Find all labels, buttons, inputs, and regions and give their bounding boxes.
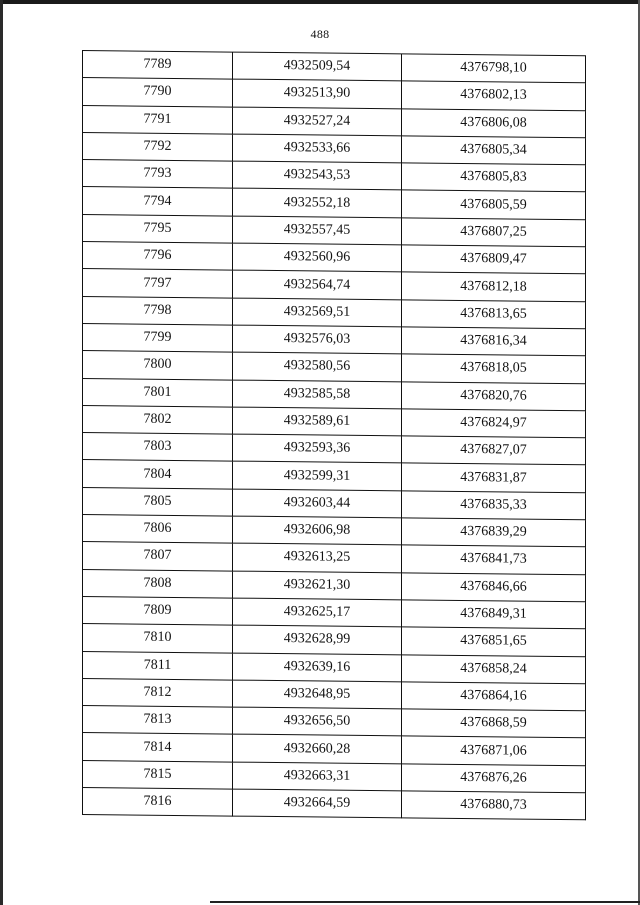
point-number-cell: 7814 (83, 733, 233, 762)
y-coordinate-cell: 4376868,59 (402, 709, 586, 738)
scan-edge-bottom (210, 901, 640, 903)
y-coordinate-cell: 4376820,76 (402, 381, 586, 410)
y-coordinate-cell: 4376806,08 (402, 108, 586, 137)
scan-edge-left (0, 0, 3, 905)
point-number-cell: 7794 (83, 187, 233, 216)
y-coordinate-cell: 4376846,66 (402, 572, 586, 601)
y-coordinate-cell: 4376864,16 (402, 682, 586, 711)
y-coordinate-cell: 4376813,65 (402, 300, 586, 329)
point-number-cell: 7801 (83, 378, 233, 407)
y-coordinate-cell: 4376805,83 (402, 163, 586, 192)
point-number-cell: 7812 (83, 678, 233, 707)
y-coordinate-cell: 4376812,18 (402, 272, 586, 301)
y-coordinate-cell: 4376831,87 (402, 463, 586, 492)
x-coordinate-cell: 4932656,50 (233, 707, 402, 736)
y-coordinate-cell: 4376809,47 (402, 245, 586, 274)
y-coordinate-cell: 4376876,26 (402, 764, 586, 793)
point-number-cell: 7792 (83, 132, 233, 161)
x-coordinate-cell: 4932527,24 (233, 107, 402, 136)
point-number-cell: 7813 (83, 706, 233, 735)
x-coordinate-cell: 4932576,03 (233, 325, 402, 354)
point-number-cell: 7797 (83, 269, 233, 298)
x-coordinate-cell: 4932613,25 (233, 543, 402, 572)
point-number-cell: 7811 (83, 651, 233, 680)
point-number-cell: 7791 (83, 105, 233, 134)
y-coordinate-cell: 4376816,34 (402, 327, 586, 356)
x-coordinate-cell: 4932580,56 (233, 352, 402, 381)
point-number-cell: 7807 (83, 542, 233, 571)
x-coordinate-cell: 4932599,31 (233, 462, 402, 491)
coordinates-table-body (83, 51, 586, 821)
x-coordinate-cell: 4932585,58 (233, 380, 402, 409)
scan-edge-top (0, 0, 640, 4)
point-number-cell: 7795 (83, 214, 233, 243)
x-coordinate-cell: 4932543,53 (233, 161, 402, 190)
y-coordinate-cell: 4376824,97 (402, 409, 586, 438)
x-coordinate-cell: 4932628,99 (233, 625, 402, 654)
point-number-cell: 7796 (83, 242, 233, 271)
x-coordinate-cell: 4932663,31 (233, 762, 402, 791)
point-number-cell: 7802 (83, 405, 233, 434)
page-number: 488 (310, 27, 330, 41)
point-number-cell: 7789 (83, 51, 233, 80)
y-coordinate-cell: 4376805,59 (402, 190, 586, 219)
y-coordinate-cell: 4376849,31 (402, 600, 586, 629)
y-coordinate-cell: 4376871,06 (402, 736, 586, 765)
y-coordinate-cell: 4376818,05 (402, 354, 586, 383)
x-coordinate-cell: 4932664,59 (233, 789, 402, 818)
point-number-cell: 7790 (83, 78, 233, 107)
coordinates-table-container (82, 50, 585, 821)
x-coordinate-cell: 4932593,36 (233, 434, 402, 463)
point-number-cell: 7809 (83, 596, 233, 625)
coordinates-table (82, 50, 586, 821)
y-coordinate-cell: 4376835,33 (402, 491, 586, 520)
y-coordinate-cell: 4376841,73 (402, 545, 586, 574)
y-coordinate-cell: 4376851,65 (402, 627, 586, 656)
y-coordinate-cell: 4376839,29 (402, 518, 586, 547)
point-number-cell: 7805 (83, 487, 233, 516)
x-coordinate-cell: 4932621,30 (233, 571, 402, 600)
y-coordinate-cell: 4376880,73 (402, 791, 586, 820)
x-coordinate-cell: 4932564,74 (233, 270, 402, 299)
x-coordinate-cell: 4932589,61 (233, 407, 402, 436)
point-number-cell: 7799 (83, 323, 233, 352)
point-number-cell: 7798 (83, 296, 233, 325)
point-number-cell: 7808 (83, 569, 233, 598)
table-row (83, 788, 586, 821)
y-coordinate-cell: 4376798,10 (402, 54, 586, 83)
point-number-cell: 7800 (83, 351, 233, 380)
point-number-cell: 7816 (83, 788, 233, 817)
x-coordinate-cell: 4932533,66 (233, 134, 402, 163)
x-coordinate-cell: 4932509,54 (233, 52, 402, 81)
point-number-cell: 7793 (83, 160, 233, 189)
y-coordinate-cell: 4376827,07 (402, 436, 586, 465)
y-coordinate-cell: 4376805,34 (402, 136, 586, 165)
y-coordinate-cell: 4376858,24 (402, 654, 586, 683)
x-coordinate-cell: 4932603,44 (233, 489, 402, 518)
x-coordinate-cell: 4932660,28 (233, 734, 402, 763)
x-coordinate-cell: 4932552,18 (233, 189, 402, 218)
x-coordinate-cell: 4932557,45 (233, 216, 402, 245)
point-number-cell: 7810 (83, 624, 233, 653)
y-coordinate-cell: 4376802,13 (402, 81, 586, 110)
point-number-cell: 7803 (83, 433, 233, 462)
x-coordinate-cell: 4932648,95 (233, 680, 402, 709)
point-number-cell: 7815 (83, 760, 233, 789)
point-number-cell: 7806 (83, 515, 233, 544)
x-coordinate-cell: 4932560,96 (233, 243, 402, 272)
x-coordinate-cell: 4932569,51 (233, 298, 402, 327)
point-number-cell: 7804 (83, 460, 233, 489)
x-coordinate-cell: 4932625,17 (233, 598, 402, 627)
x-coordinate-cell: 4932606,98 (233, 516, 402, 545)
x-coordinate-cell: 4932639,16 (233, 653, 402, 682)
x-coordinate-cell: 4932513,90 (233, 79, 402, 108)
y-coordinate-cell: 4376807,25 (402, 218, 586, 247)
